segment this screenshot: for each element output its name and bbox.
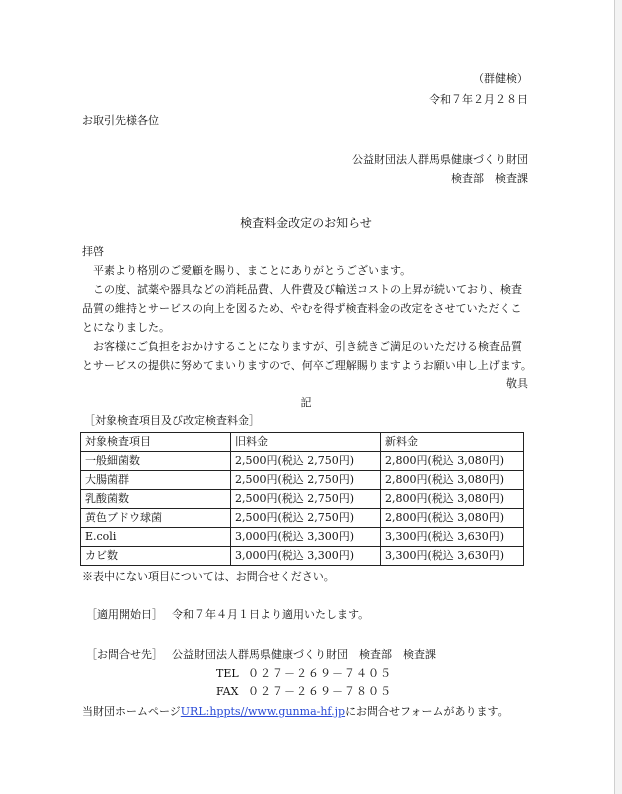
header-old-price: 旧料金	[231, 433, 381, 452]
table-row	[81, 547, 524, 566]
table-header-row	[81, 433, 524, 452]
issue-date: 令和７年２月２８日	[429, 93, 528, 106]
closing: 敬具	[506, 377, 528, 390]
issuer-department: 検査部 検査課	[451, 172, 528, 185]
table-row	[81, 490, 524, 509]
item-name: 乳酸菌数	[81, 490, 231, 509]
table-row	[81, 528, 524, 547]
new-price: 2,800円(税込 3,080円)	[381, 509, 524, 528]
old-price: 2,500円(税込 2,750円)	[231, 471, 381, 490]
document-title: 検査料金改定のお知らせ	[240, 216, 372, 230]
table-row	[81, 471, 524, 490]
paragraph-2-line-2: 品質の維持とサービスの向上を図るため、やむを得ず検査料金の改定をさせていただくこ	[82, 302, 522, 315]
fax-number: ０２７－２６９－７８０５	[248, 685, 392, 698]
header-new-price: 新料金	[381, 433, 524, 452]
tel-label: TEL	[216, 667, 239, 680]
homepage-link[interactable]: URL:hppts//www.gunma-hf.jp	[180, 705, 346, 718]
paragraph-1: 平素より格別のご愛顧を賜り、まことにありがとうございます。	[93, 264, 412, 277]
item-name: 一般細菌数	[81, 452, 231, 471]
contact-label: ［お問合せ先］	[86, 648, 163, 661]
paragraph-2-line-3: とになりました。	[82, 321, 170, 334]
paragraph-3-line-2: とサービスの提供に努めてまいりますので、何卒ご理解賜りますようお願い申し上げます。	[82, 359, 532, 372]
table-row	[81, 509, 524, 528]
tel-number: ０２７－２６９－７４０５	[248, 667, 392, 680]
table-note: ※表中にない項目については、お問合せください。	[82, 570, 335, 583]
ki-mark: 記	[300, 396, 312, 409]
new-price: 3,300円(税込 3,630円)	[381, 528, 524, 547]
new-price: 3,300円(税込 3,630円)	[381, 547, 524, 566]
old-price: 2,500円(税込 2,750円)	[231, 452, 381, 471]
paragraph-3-line-1: お客様にご負担をおかけすることになりますが、引き続きご満足のいただける検査品質	[93, 340, 522, 353]
new-price: 2,800円(税込 3,080円)	[381, 490, 524, 509]
homepage-prefix: 当財団ホームページ	[82, 705, 181, 718]
contact-organization: 公益財団法人群馬県健康づくり財団 検査部 検査課	[172, 648, 436, 661]
old-price: 3,000円(税込 3,300円)	[231, 547, 381, 566]
paragraph-2-line-1: この度、試薬や器具などの消耗品費、人件費及び輸送コストの上昇が続いており、検査	[93, 283, 522, 296]
table-row	[81, 452, 524, 471]
greeting: 拝啓	[82, 245, 104, 258]
recipient: お取引先様各位	[82, 114, 159, 127]
item-name: E.coli	[81, 528, 231, 547]
old-price: 2,500円(税込 2,750円)	[231, 509, 381, 528]
old-price: 3,000円(税込 3,300円)	[231, 528, 381, 547]
item-name: 大腸菌群	[81, 471, 231, 490]
header-item: 対象検査項目	[81, 433, 231, 452]
reference-code: （群健検）	[473, 72, 528, 85]
effective-date-text: 令和７年４月１日より適用いたします。	[172, 608, 370, 621]
homepage-line	[82, 705, 509, 719]
fax-label: FAX	[216, 685, 239, 698]
new-price: 2,800円(税込 3,080円)	[381, 471, 524, 490]
item-name: カビ数	[81, 547, 231, 566]
price-table	[80, 432, 524, 566]
new-price: 2,800円(税込 3,080円)	[381, 452, 524, 471]
homepage-suffix: にお問合せフォームがあります。	[345, 705, 509, 718]
old-price: 2,500円(税込 2,750円)	[231, 490, 381, 509]
issuer-organization: 公益財団法人群馬県健康づくり財団	[352, 153, 528, 166]
effective-date-label: ［適用開始日］	[86, 608, 163, 621]
table-caption: ［対象検査項目及び改定検査料金］	[84, 414, 260, 427]
item-name: 黄色ブドウ球菌	[81, 509, 231, 528]
